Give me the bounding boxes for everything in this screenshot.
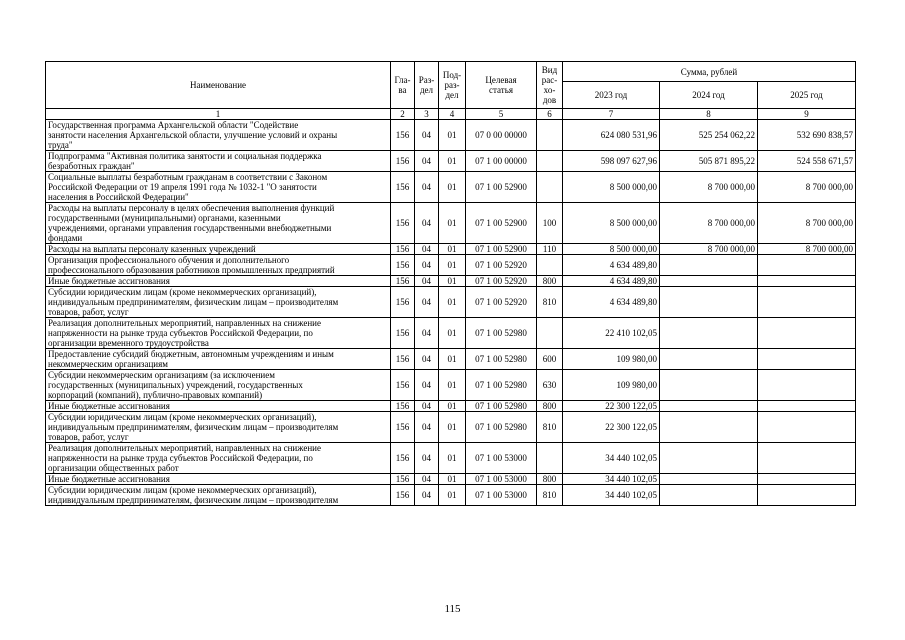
row-sum-2024: 8 700 000,00 (660, 172, 758, 203)
row-podrazdel: 01 (439, 443, 466, 474)
row-sum-2024: 8 700 000,00 (660, 244, 758, 255)
row-sum-2023: 8 500 000,00 (563, 244, 660, 255)
row-vid (537, 151, 563, 172)
row-vid: 600 (537, 349, 563, 370)
row-target: 07 1 00 52980 (466, 318, 537, 349)
row-sum-2024 (660, 401, 758, 412)
budget-table (45, 61, 856, 506)
row-sum-2023: 34 440 102,05 (563, 474, 660, 485)
row-name: Государственная программа Архангельской области "Содействие занятости населения Архангельской области, улучшение условий и охраны труда" (46, 120, 391, 151)
row-name: Субсидии юридическим лицам (кроме некоммерческих организаций), индивидуальным предпринимателям, физическим лицам – производителям товаров, работ, услуг (46, 412, 391, 443)
row-target: 07 0 00 00000 (466, 120, 537, 151)
row-target: 07 1 00 52920 (466, 255, 537, 276)
column-number: 6 (537, 109, 563, 120)
row-sum-2023: 4 634 489,80 (563, 255, 660, 276)
row-vid: 800 (537, 276, 563, 287)
row-sum-2023: 4 634 489,80 (563, 287, 660, 318)
column-number: 8 (660, 109, 758, 120)
table-row (46, 401, 856, 412)
row-podrazdel: 01 (439, 485, 466, 506)
row-glava: 156 (391, 151, 415, 172)
row-sum-2025: 532 690 838,57 (758, 120, 856, 151)
row-sum-2025: 524 558 671,57 (758, 151, 856, 172)
row-sum-2025: 8 700 000,00 (758, 172, 856, 203)
row-sum-2023: 8 500 000,00 (563, 203, 660, 244)
row-glava: 156 (391, 474, 415, 485)
row-podrazdel: 01 (439, 318, 466, 349)
row-sum-2025 (758, 318, 856, 349)
row-vid (537, 443, 563, 474)
row-vid (537, 120, 563, 151)
row-sum-2025 (758, 401, 856, 412)
row-sum-2024 (660, 412, 758, 443)
row-target: 07 1 00 52980 (466, 412, 537, 443)
row-vid (537, 172, 563, 203)
row-sum-2025: 8 700 000,00 (758, 244, 856, 255)
row-razdel: 04 (415, 255, 439, 276)
row-vid: 810 (537, 485, 563, 506)
row-vid (537, 255, 563, 276)
row-glava: 156 (391, 443, 415, 474)
row-glava: 156 (391, 276, 415, 287)
row-target: 07 1 00 52920 (466, 276, 537, 287)
row-razdel: 04 (415, 401, 439, 412)
row-sum-2025 (758, 412, 856, 443)
table-row (46, 412, 856, 443)
row-sum-2024 (660, 318, 758, 349)
row-podrazdel: 01 (439, 244, 466, 255)
header-name: Наименование (46, 62, 391, 109)
row-name: Подпрограмма "Активная политика занятости и социальная поддержка безработных граждан" (46, 151, 391, 172)
row-name: Иные бюджетные ассигнования (46, 276, 391, 287)
row-podrazdel: 01 (439, 276, 466, 287)
table-row (46, 244, 856, 255)
table-row (46, 203, 856, 244)
row-razdel: 04 (415, 370, 439, 401)
row-podrazdel: 01 (439, 151, 466, 172)
row-glava: 156 (391, 370, 415, 401)
row-razdel: 04 (415, 203, 439, 244)
row-podrazdel: 01 (439, 120, 466, 151)
row-target: 07 1 00 53000 (466, 474, 537, 485)
row-sum-2025: 8 700 000,00 (758, 203, 856, 244)
row-podrazdel: 01 (439, 370, 466, 401)
row-target: 07 1 00 52980 (466, 370, 537, 401)
column-number: 9 (758, 109, 856, 120)
row-glava: 156 (391, 412, 415, 443)
row-razdel: 04 (415, 443, 439, 474)
row-vid: 630 (537, 370, 563, 401)
row-name: Социальные выплаты безработным гражданам в соответствии с Законом Российской Федерации от 19 апреля 1991 года № 1032-1 "О занятости населения в Российской Федерации" (46, 172, 391, 203)
row-name: Иные бюджетные ассигнования (46, 401, 391, 412)
row-sum-2024 (660, 443, 758, 474)
row-razdel: 04 (415, 485, 439, 506)
column-number: 5 (466, 109, 537, 120)
row-vid: 800 (537, 474, 563, 485)
column-number: 3 (415, 109, 439, 120)
header-razdel: Раз- дел (415, 62, 439, 109)
row-glava: 156 (391, 485, 415, 506)
row-sum-2024: 8 700 000,00 (660, 203, 758, 244)
header-vid: Вид рас- хо- дов (537, 62, 563, 109)
row-target: 07 1 00 52920 (466, 287, 537, 318)
row-sum-2023: 4 634 489,80 (563, 276, 660, 287)
row-sum-2023: 109 980,00 (563, 349, 660, 370)
row-name: Иные бюджетные ассигнования (46, 474, 391, 485)
row-vid: 810 (537, 287, 563, 318)
row-sum-2024 (660, 276, 758, 287)
row-glava: 156 (391, 255, 415, 276)
row-sum-2023: 22 410 102,05 (563, 318, 660, 349)
row-sum-2024 (660, 255, 758, 276)
header-2025: 2025 год (758, 82, 856, 109)
column-number: 1 (46, 109, 391, 120)
row-podrazdel: 01 (439, 401, 466, 412)
table-row (46, 318, 856, 349)
row-name: Расходы на выплаты персоналу казенных учреждений (46, 244, 391, 255)
row-vid: 800 (537, 401, 563, 412)
row-razdel: 04 (415, 412, 439, 443)
row-sum-2025 (758, 255, 856, 276)
row-target: 07 1 00 53000 (466, 485, 537, 506)
header-2024: 2024 год (660, 82, 758, 109)
table-row (46, 172, 856, 203)
row-sum-2023: 8 500 000,00 (563, 172, 660, 203)
row-sum-2024: 525 254 062,22 (660, 120, 758, 151)
table-row (46, 255, 856, 276)
row-name: Предоставление субсидий бюджетным, автономным учреждениям и иным некоммерческим организациям (46, 349, 391, 370)
row-sum-2024 (660, 474, 758, 485)
table-row (46, 443, 856, 474)
row-name: Реализация дополнительных мероприятий, направленных на снижение напряженности на рынке труда субъектов Российской Федерации, по организации общественных работ (46, 443, 391, 474)
row-glava: 156 (391, 120, 415, 151)
table-row (46, 474, 856, 485)
row-sum-2025 (758, 474, 856, 485)
row-target: 07 1 00 00000 (466, 151, 537, 172)
row-sum-2025 (758, 276, 856, 287)
row-target: 07 1 00 52900 (466, 172, 537, 203)
row-name: Субсидии юридическим лицам (кроме некоммерческих организаций), индивидуальным предпринимателям, физическим лицам – производителям товаров, работ, услуг (46, 287, 391, 318)
row-sum-2024 (660, 349, 758, 370)
row-vid: 810 (537, 412, 563, 443)
row-razdel: 04 (415, 349, 439, 370)
row-name: Расходы на выплаты персоналу в целях обеспечения выполнения функций государственными (муниципальными) органами, казенными учреждениями, органами управления государственными внебюджетными фондами (46, 203, 391, 244)
row-glava: 156 (391, 287, 415, 318)
row-podrazdel: 01 (439, 349, 466, 370)
row-sum-2025 (758, 349, 856, 370)
row-sum-2023: 598 097 627,96 (563, 151, 660, 172)
row-podrazdel: 01 (439, 255, 466, 276)
row-razdel: 04 (415, 287, 439, 318)
row-podrazdel: 01 (439, 412, 466, 443)
row-podrazdel: 01 (439, 172, 466, 203)
table-row (46, 287, 856, 318)
row-vid: 110 (537, 244, 563, 255)
row-glava: 156 (391, 203, 415, 244)
row-target: 07 1 00 52900 (466, 203, 537, 244)
row-razdel: 04 (415, 120, 439, 151)
table-row (46, 120, 856, 151)
row-name: Организация профессионального обучения и дополнительного профессионального образования работников промышленных предприятий (46, 255, 391, 276)
row-sum-2024 (660, 287, 758, 318)
row-podrazdel: 01 (439, 287, 466, 318)
row-name: Субсидии некоммерческим организациям (за исключением государственных (муниципальных) учреждений, государственных корпораций (компаний), публично-правовых компаний) (46, 370, 391, 401)
row-glava: 156 (391, 172, 415, 203)
table-row (46, 151, 856, 172)
row-sum-2025 (758, 370, 856, 401)
row-target: 07 1 00 52900 (466, 244, 537, 255)
column-number: 7 (563, 109, 660, 120)
row-sum-2023: 34 440 102,05 (563, 485, 660, 506)
row-podrazdel: 01 (439, 203, 466, 244)
row-podrazdel: 01 (439, 474, 466, 485)
row-razdel: 04 (415, 244, 439, 255)
row-sum-2024 (660, 370, 758, 401)
row-sum-2024: 505 871 895,22 (660, 151, 758, 172)
row-sum-2023: 22 300 122,05 (563, 412, 660, 443)
row-glava: 156 (391, 401, 415, 412)
row-target: 07 1 00 53000 (466, 443, 537, 474)
row-razdel: 04 (415, 318, 439, 349)
header-sum: Сумма, рублей (563, 62, 856, 82)
row-sum-2023: 109 980,00 (563, 370, 660, 401)
page-number: 115 (444, 603, 461, 615)
row-sum-2024 (660, 485, 758, 506)
header-target: Целевая статья (466, 62, 537, 109)
row-sum-2023: 34 440 102,05 (563, 443, 660, 474)
header-glava: Гла- ва (391, 62, 415, 109)
column-number: 4 (439, 109, 466, 120)
row-razdel: 04 (415, 172, 439, 203)
row-glava: 156 (391, 244, 415, 255)
row-sum-2023: 22 300 122,05 (563, 401, 660, 412)
table-row (46, 485, 856, 506)
row-razdel: 04 (415, 276, 439, 287)
row-razdel: 04 (415, 474, 439, 485)
column-number: 2 (391, 109, 415, 120)
row-vid: 100 (537, 203, 563, 244)
row-target: 07 1 00 52980 (466, 349, 537, 370)
row-name: Реализация дополнительных мероприятий, направленных на снижение напряженности на рынке труда субъектов Российской Федерации, по организации временного трудоустройства (46, 318, 391, 349)
row-vid (537, 318, 563, 349)
row-sum-2025 (758, 287, 856, 318)
table-row (46, 276, 856, 287)
row-sum-2025 (758, 485, 856, 506)
table-row (46, 349, 856, 370)
row-glava: 156 (391, 318, 415, 349)
row-razdel: 04 (415, 151, 439, 172)
header-2023: 2023 год (563, 82, 660, 109)
row-sum-2025 (758, 443, 856, 474)
header-podrazdel: Под- раз- дел (439, 62, 466, 109)
table-row (46, 370, 856, 401)
column-numbers-row (46, 109, 856, 120)
row-name: Субсидии юридическим лицам (кроме некоммерческих организаций), индивидуальным предпринимателям, физическим лицам – производителям (46, 485, 391, 506)
row-glava: 156 (391, 349, 415, 370)
row-target: 07 1 00 52980 (466, 401, 537, 412)
row-sum-2023: 624 080 531,96 (563, 120, 660, 151)
